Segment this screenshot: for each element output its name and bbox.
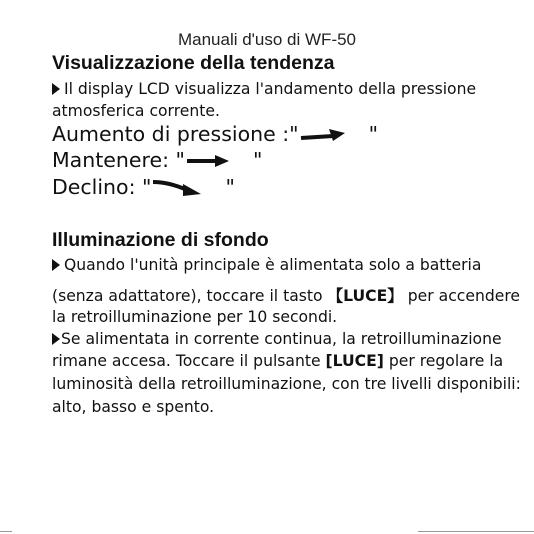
backlight-p1-line1: Quando l'unità principale è alimentata solo a batteria — [52, 256, 481, 274]
footer-rule-right — [418, 531, 534, 532]
backlight-p2-line3: luminosità della retroilluminazione, con tre livelli disponibili: — [52, 375, 521, 393]
trend-row-falling: Declino: " " — [52, 175, 235, 199]
arrow-right-icon — [185, 154, 231, 168]
arrow-up-right-icon — [299, 127, 347, 143]
trend-row-steady: Mantenere: " " — [52, 148, 263, 172]
bullet-triangle-icon — [52, 259, 60, 271]
arrow-down-right-icon — [151, 178, 203, 198]
luce-key-label: 【LUCE】 — [327, 287, 403, 305]
trend-intro-line1: Il display LCD visualizza l'andamento della pressione — [52, 80, 476, 98]
backlight-p2-line2: rimane accesa. Toccare il pulsante [LUCE] per regolare la — [52, 352, 504, 370]
trend-row-rising: Aumento di pressione :" " — [52, 122, 379, 146]
page-header: Manuali d'uso di WF-50 — [177, 30, 357, 49]
backlight-p1-line2: (senza adattatore), toccare il tasto 【LUCE】 per accendere — [52, 287, 520, 305]
bullet-triangle-icon — [52, 333, 60, 345]
bullet-triangle-icon — [52, 83, 60, 95]
footer-rule-left — [0, 531, 12, 532]
backlight-heading: Illuminazione di sfondo — [52, 229, 269, 251]
trend-heading: Visualizzazione della tendenza — [52, 52, 335, 74]
backlight-p1-line3: la retroilluminazione per 10 secondi. — [52, 308, 338, 326]
trend-intro-line2: atmosferica corrente. — [52, 102, 220, 120]
backlight-p2-line1: Se alimentata in corrente continua, la retroilluminazione — [52, 330, 502, 348]
backlight-p2-line4: alto, basso e spento. — [52, 398, 215, 416]
luce-button-label: [LUCE] — [325, 352, 384, 370]
